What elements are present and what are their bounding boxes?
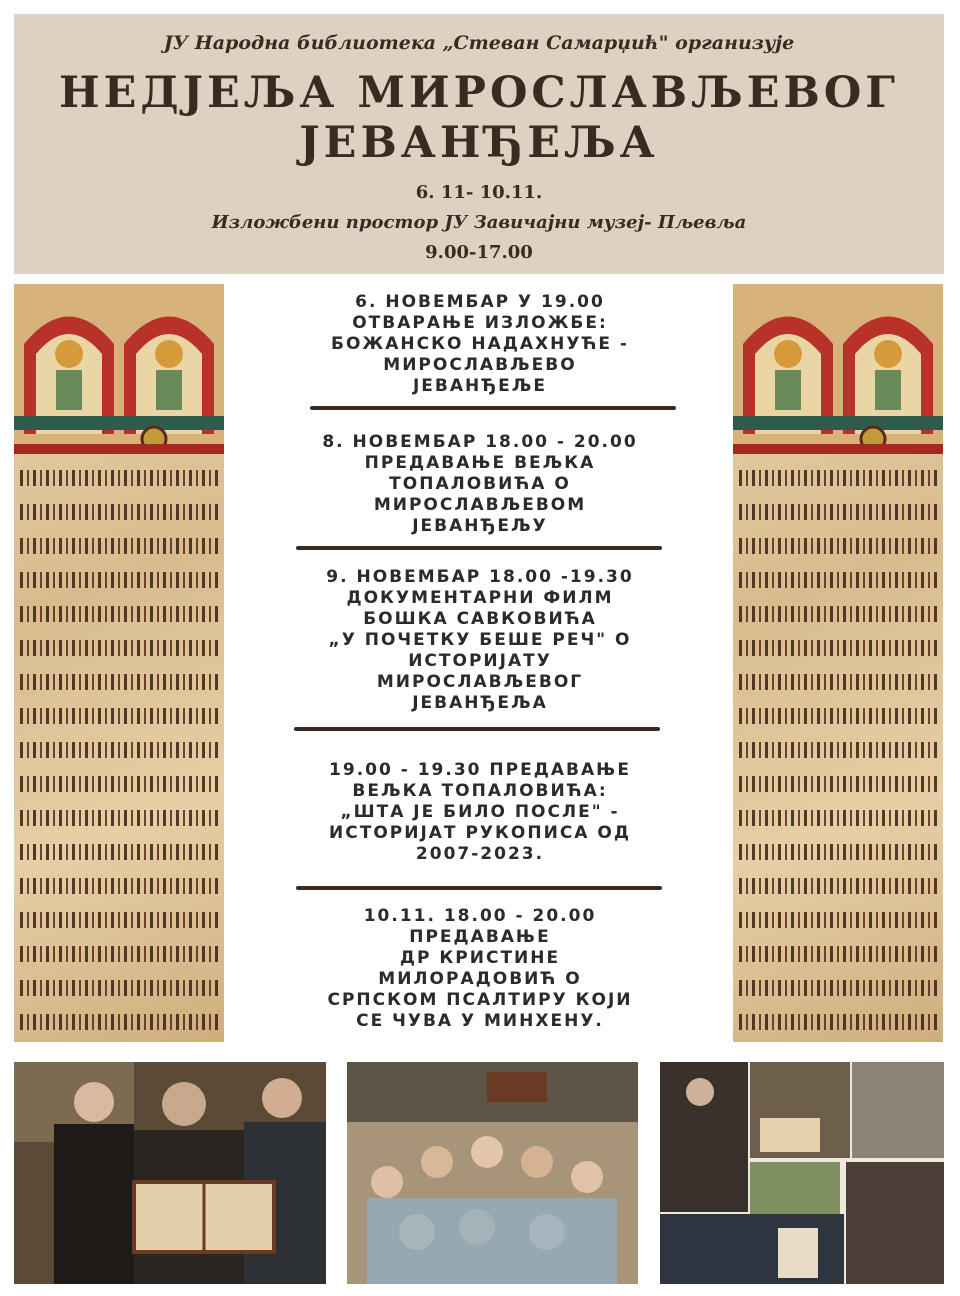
- schedule-line: ИСТОРИЈАТ РУКОПИСА ОД: [329, 823, 631, 843]
- illumination-icon: [733, 284, 943, 454]
- schedule-item: [290, 567, 670, 714]
- event-title: [14, 68, 944, 168]
- photo-children-with-book: [347, 1062, 638, 1284]
- schedule-line: 9. НОВЕМБАР 18.00 -19.30: [326, 567, 634, 587]
- divider: [296, 546, 662, 550]
- manuscript-text-lines: [20, 462, 220, 1040]
- schedule-line: ТОПАЛОВИЋА О: [389, 474, 571, 494]
- schedule-line: ДР КРИСТИНЕ: [399, 948, 561, 968]
- organizer-text: ЈУ Народна библиотека „Стеван Самарџић" организује: [163, 32, 795, 54]
- schedule-line: БОШКА САВКОВИЋА: [363, 609, 597, 629]
- schedule-item: [290, 906, 670, 1032]
- schedule-item: [290, 292, 670, 397]
- schedule-line: „ШТА ЈЕ БИЛО ПОСЛЕ" -: [340, 802, 620, 822]
- schedule-line: МИРОСЛАВЉЕВО: [383, 355, 577, 375]
- collage-photo-icon: [660, 1062, 944, 1284]
- schedule-line: 6. НОВЕМБАР У 19.00: [355, 292, 605, 312]
- photo-collage: [660, 1062, 944, 1284]
- divider: [296, 886, 662, 890]
- event-title-line1: НЕДЈЕЉА МИРОСЛАВЉЕВОГ: [59, 68, 899, 118]
- divider: [310, 406, 676, 410]
- photo-manuscript-presentation: [14, 1062, 326, 1284]
- schedule-item: [290, 432, 670, 537]
- schedule-line: 8. НОВЕМБАР 18.00 - 20.00: [322, 432, 638, 452]
- event-venue: Изложбени простор ЈУ Завичајни музеј- Пљевља: [211, 212, 747, 233]
- schedule-line: БОЖАНСКО НАДАХНУЋЕ -: [331, 334, 629, 354]
- header-banner: [14, 14, 944, 274]
- event-dates: 6. 11- 10.11.: [415, 182, 543, 203]
- schedule-line: ПРЕДАВАЊЕ: [409, 927, 551, 947]
- schedule-line: МИЛОРАДОВИЋ О: [378, 969, 582, 989]
- children-photo-icon: [347, 1062, 638, 1284]
- schedule-line: „У ПОЧЕТКУ БЕШЕ РЕЧ" О: [328, 630, 632, 650]
- schedule-line: ДОКУМЕНТАРНИ ФИЛМ: [346, 588, 614, 608]
- schedule-line: 19.00 - 19.30 ПРЕДАВАЊЕ: [329, 760, 631, 780]
- schedule-line: ИСТОРИЈАТУ: [408, 651, 552, 671]
- schedule-line: ПРЕДАВАЊЕ ВЕЉКА: [364, 453, 596, 473]
- schedule-line: ВЕЉКА ТОПАЛОВИЋА:: [352, 781, 608, 801]
- schedule-line: 10.11. 18.00 - 20.00: [363, 906, 597, 926]
- schedule-line: ОТВАРАЊЕ ИЗЛОЖБЕ:: [352, 313, 608, 333]
- schedule-line: ЈЕВАНЂЕЉЕ: [412, 376, 548, 396]
- manuscript-image-left: [14, 284, 224, 1042]
- schedule-line: МИРОСЛАВЉЕВОГ: [376, 672, 584, 692]
- schedule-line: МИРОСЛАВЉЕВОМ: [373, 495, 587, 515]
- event-title-line2: ЈЕВАНЂЕЉА: [299, 118, 659, 168]
- schedule-line: ЈЕВАНЂЕЉА: [412, 693, 548, 713]
- illumination-icon: [14, 284, 224, 454]
- manuscript-image-right: [733, 284, 943, 1042]
- schedule-line: 2007-2023.: [415, 844, 545, 864]
- schedule-line: СРПСКОМ ПСАЛТИРУ КОЈИ: [327, 990, 633, 1010]
- event-hours: 9.00-17.00: [425, 242, 533, 263]
- schedule-line: ЈЕВАНЂЕЉУ: [412, 516, 548, 536]
- schedule-item: [290, 760, 670, 865]
- schedule-line: СЕ ЧУВА У МИНХЕНУ.: [356, 1011, 604, 1031]
- people-photo-icon: [14, 1062, 326, 1284]
- divider: [294, 727, 660, 731]
- manuscript-text-lines: [739, 462, 939, 1040]
